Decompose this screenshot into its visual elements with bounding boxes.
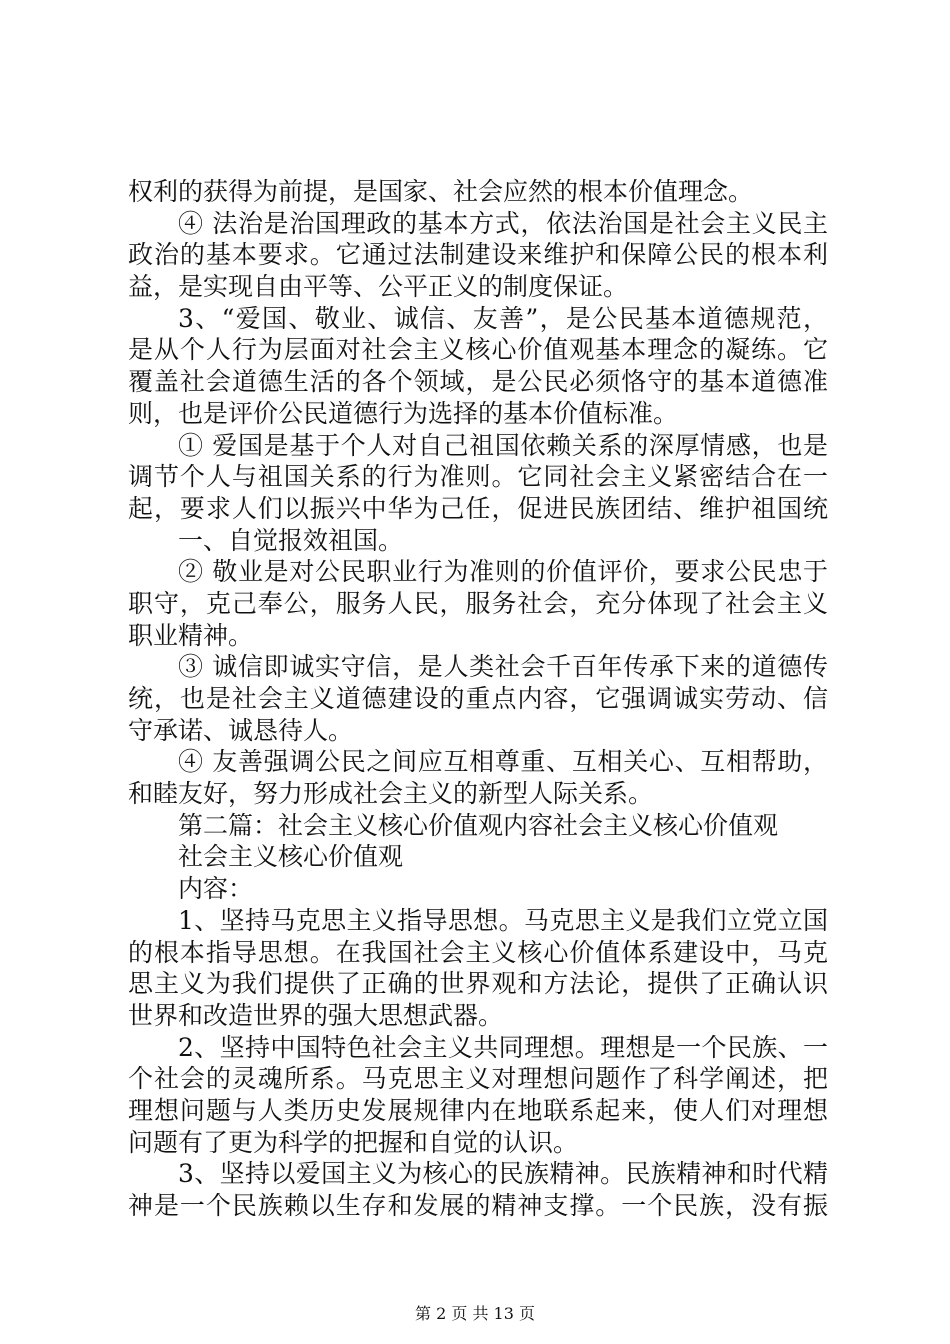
text-line: 问题有了更为科学的把握和自觉的认识。 [128,1127,579,1157]
text-line: 统，也是社会主义道德建设的重点内容，它强调诚实劳动、信 [128,684,828,713]
text-line: 思主义为我们提供了正确的世界观和方法论，提供了正确认识 [128,969,828,999]
text-line: 调节个人与祖国关系的行为准则。它同社会主义紧密结合在一 [128,462,828,492]
document-body [128,176,828,1222]
text-line: ④ 法治是治国理政的基本方式，依法治国是社会主义民主 [178,208,828,238]
text-line: 一、自觉报效祖国。 [178,525,404,555]
text-line: 起，要求人们以振兴中华为己任，促进民族团结、维护祖国统 [128,493,828,523]
text-line: 3、坚持以爱国主义为核心的民族精神。民族精神和时代精 [178,1159,828,1189]
text-line: 的根本指导思想。在我国社会主义核心价值体系建设中，马克 [128,937,828,967]
text-line: 2、坚持中国特色社会主义共同理想。理想是一个民族、一 [178,1032,828,1062]
text-line: 权利的获得为前提，是国家、社会应然的根本价值理念。 [128,177,754,206]
text-line: 理想问题与人类历史发展规律内在地联系起来，使人们对理想 [128,1095,828,1125]
text-line: 职守，克己奉公，服务人民，服务社会，充分体现了社会主义 [128,588,828,618]
page-footer: 第 2 页 共 13 页 [415,1304,535,1323]
text-line: 内容： [178,874,254,904]
text-line: 和睦友好，努力形成社会主义的新型人际关系。 [128,779,654,809]
text-line: 个社会的灵魂所系。马克思主义对理想问题作了科学阐述，把 [128,1064,828,1094]
text-line: 则，也是评价公民道德行为选择的基本价值标准。 [128,398,679,428]
text-line: 政治的基本要求。它通过法制建设来维护和保障公民的根本利 [128,240,828,270]
text-line: 世界和改造世界的强大思想武器。 [128,1000,504,1030]
text-line: 职业精神。 [128,620,254,650]
text-line: ① 爱国是基于个人对自己祖国依赖关系的深厚情感，也是 [178,430,828,460]
text-line: ④ 友善强调公民之间应互相尊重、互相关心、互相帮助， [178,747,828,777]
text-line: 1、坚持马克思主义指导思想。马克思主义是我们立党立国 [178,905,828,935]
text-line: 是从个人行为层面对社会主义核心价值观基本理念的凝练。它 [128,335,828,365]
text-line: 益，是实现自由平等、公平正义的制度保证。 [128,272,629,302]
text-line: 第二篇：社会主义核心价值观内容社会主义核心价值观 [178,810,779,840]
text-line: 覆盖社会道德生活的各个领域，是公民必须恪守的基本道德准 [128,367,828,397]
text-line: 3、“爱国、敬业、诚信、友善”，是公民基本道德规范， [178,303,828,333]
text-line: ③ 诚信即诚实守信，是人类社会千百年传承下来的道德传 [178,652,828,682]
text-line: 社会主义核心价值观 [178,842,404,872]
text-line: 神是一个民族赖以生存和发展的精神支撑。一个民族，没有振 [128,1191,828,1220]
text-line: 守承诺、诚恳待人。 [128,715,354,745]
text-line: ② 敬业是对公民职业行为准则的价值评价，要求公民忠于 [178,557,828,587]
